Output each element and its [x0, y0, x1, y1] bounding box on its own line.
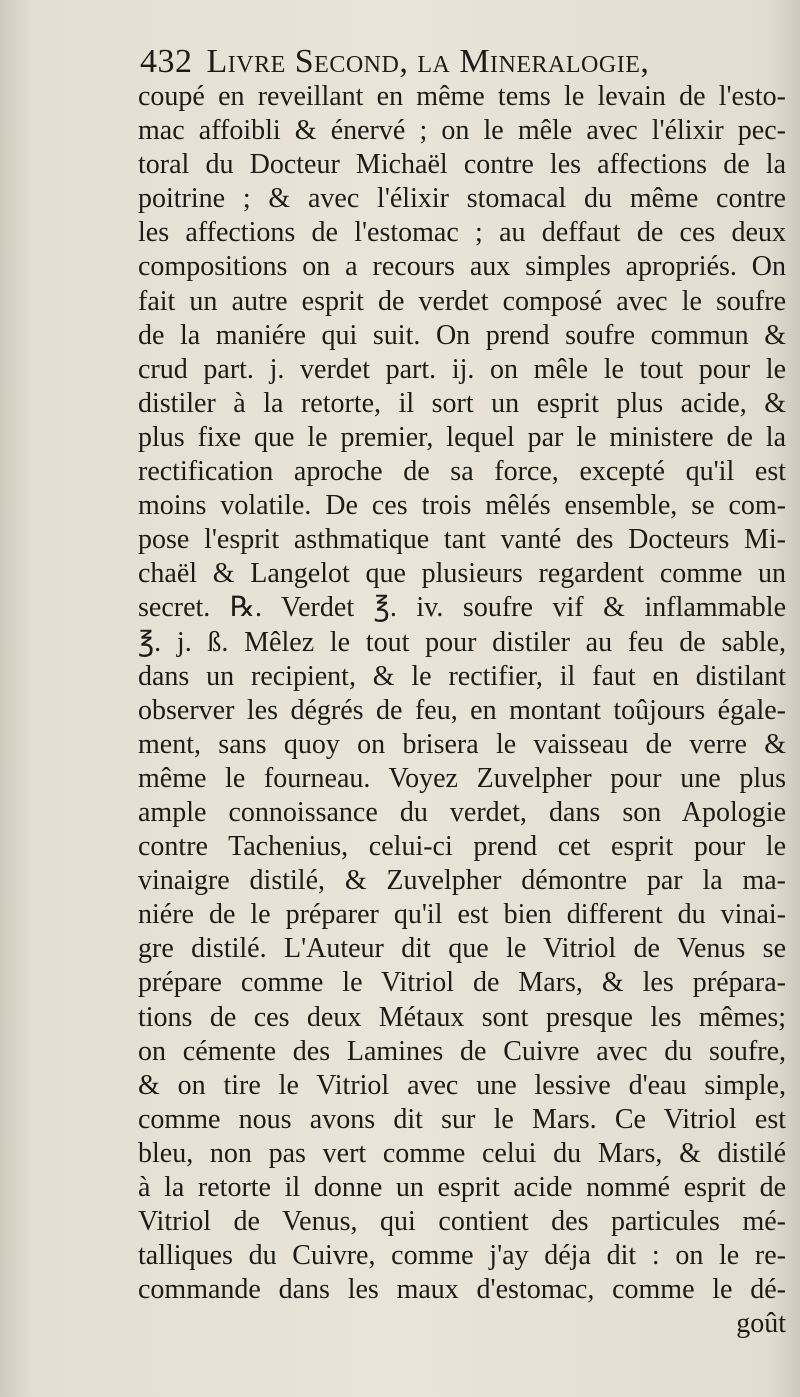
text-line: observer les dégrés de feu, en montant toûjours égale- [138, 694, 786, 726]
text-line: ample connoissance du verdet, dans son Apologie [138, 796, 786, 828]
text-line: chaël & Langelot que plusieurs regardent comme un [138, 558, 786, 590]
text-line: talliques du Cuivre, comme j'ay déja dit : on le re- [138, 1240, 786, 1272]
text-line: ℥. j. ß. Mêlez le tout pour distiler au feu de sable, [138, 626, 786, 658]
text-line: de la maniére qui suit. On prend soufre commun & [138, 319, 786, 351]
text-line: même le fourneau. Voyez Zuvelpher pour une plus [138, 762, 786, 794]
text-line: à la retorte il donne un esprit acide nommé esprit de [138, 1172, 786, 1203]
text-line: poitrine ; & avec l'élixir stomacal du même contre [138, 183, 786, 215]
text-line: plus fixe que le premier, lequel par le ministere de la [138, 421, 786, 453]
text-line: ment, sans quoy on brisera le vaisseau de verre & [138, 728, 786, 760]
text-line: crud part. j. verdet part. ij. on mêle le tout pour le [138, 353, 786, 385]
running-header [140, 42, 780, 82]
text-line: mac affoibli & énervé ; on le mêle avec l'élixir pec- [138, 115, 786, 147]
text-line: pose l'esprit asthmatique tant vanté des Docteurs Mi- [138, 524, 786, 556]
text-line: fait un autre esprit de verdet composé avec le soufre [138, 285, 786, 317]
text-line: Vitriol de Venus, qui contient des particules mé- [138, 1206, 786, 1238]
text-line: gre distilé. L'Auteur dit que le Vitriol de Venus se [138, 933, 786, 965]
body-text [138, 80, 786, 1341]
text-line: distiler à la retorte, il sort un esprit plus acide, & [138, 387, 786, 419]
text-line: prépare comme le Vitriol de Mars, & les prépara- [138, 967, 786, 999]
text-line: secret. ℞. Verdet ℥. iv. soufre vif & inflammable [138, 592, 786, 624]
text-line: rectification aproche de sa force, excepté qu'il est [138, 456, 786, 488]
text-line: tions de ces deux Métaux sont presque les mêmes; [138, 1001, 786, 1033]
text-line: vinaigre distilé, & Zuvelpher démontre par la ma- [138, 865, 786, 897]
text-line: niére de le préparer qu'il est bien different du vinai- [138, 899, 786, 931]
page-number: 432 [140, 43, 193, 80]
text-line: contre Tachenius, celui-ci prend cet esprit pour le [138, 831, 786, 863]
running-title: Livre Second, la Mineralogie, [206, 43, 650, 80]
catchword: goût [736, 1308, 786, 1340]
text-line: commande dans les maux d'estomac, comme le dé- [138, 1274, 786, 1306]
text-line: moins volatile. De ces trois mêlés ensemble, se com- [138, 490, 786, 522]
text-line: dans un recipient, & le rectifier, il faut en distilant [138, 660, 786, 692]
text-line: toral du Docteur Michaël contre les affections de la [138, 149, 786, 181]
text-line: comme nous avons dit sur le Mars. Ce Vitriol est [138, 1103, 786, 1135]
text-line: coupé en reveillant en même tems le levain de l'esto- [138, 81, 786, 112]
text-line: bleu, non pas vert comme celui du Mars, & distilé [138, 1137, 786, 1169]
text-line: les affections de l'estomac ; au deffaut de ces deux [138, 217, 786, 249]
text-line: compositions on a recours aux simples apropriés. On [138, 251, 786, 283]
text-line: on cémente des Lamines de Cuivre avec du soufre, [138, 1035, 786, 1067]
text-line: & on tire le Vitriol avec une lessive d'eau simple, [138, 1069, 786, 1101]
